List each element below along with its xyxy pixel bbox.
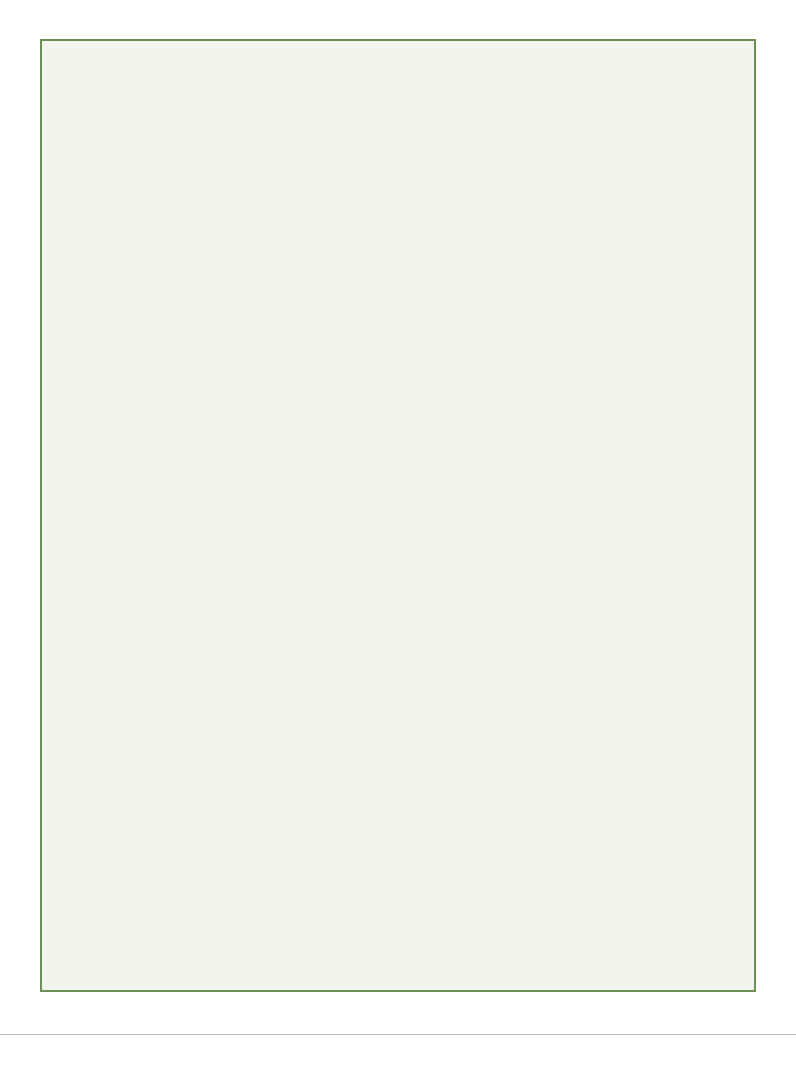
legend [0, 1034, 796, 1069]
horoscope-chart [40, 39, 756, 992]
